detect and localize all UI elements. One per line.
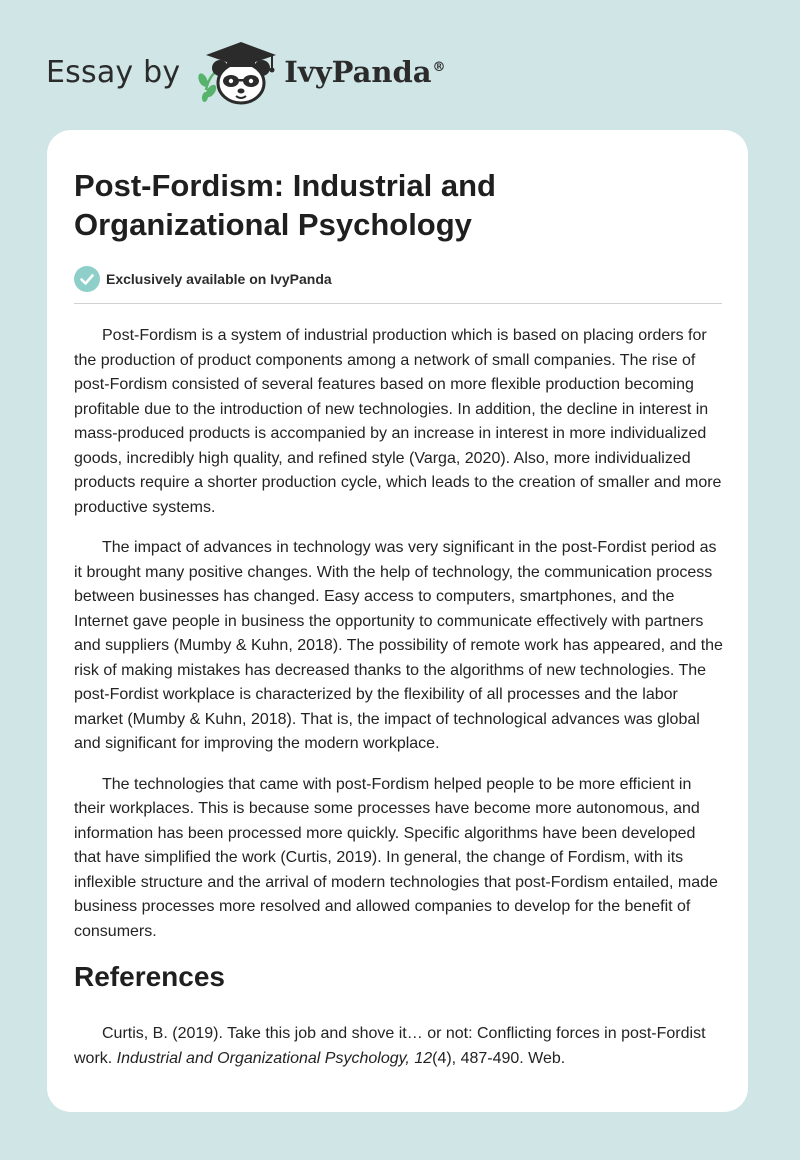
paragraph: The technologies that came with post-Fordism helped people to be more efficient in their workplaces. This is because some processes have become more autonomous, and information has been processed more quickly. Specific algorithms have been developed that have simplified the work (Curtis, 2019). In general, the change of Fordism, with its inflexible structure and the arrival of modern technologies that post-Fordism entailed, made business processes more resolved and allowed companies to develop for the benefit of consumers. <box>74 775 718 940</box>
exclusive-badge-label: Exclusively available on IvyPanda <box>106 271 332 287</box>
page-title: Post-Fordism: Industrial and Organizational Psychology <box>74 168 496 242</box>
essay-by-label: Essay by <box>46 54 181 90</box>
paragraph: Post-Fordism is a system of industrial production which is based on placing orders for the production of product components among a network of small companies. The rise of post-Fordism consisted of several features based on more flexible production becoming profitable due to the introduction of new technologies. In addition, the decline in interest in mass-produced products is accompanied by an increase in interest in more individualized goods, incredibly high quality, and refined style (Varga, 2020). Also, more individualized products require a shorter production cycle, which leads to the creation of smaller and more productive systems. <box>74 327 722 516</box>
brand-name[interactable] <box>284 55 445 89</box>
brand-name-text: IvyPanda <box>284 55 432 89</box>
reference-journal: Industrial and Organizational Psychology, 12 <box>116 1049 433 1067</box>
panda-graduate-logo-icon[interactable] <box>192 36 280 108</box>
essay-card <box>47 130 748 1112</box>
references-heading: References <box>74 961 225 992</box>
reference-lead: Curtis, B. (2019). Take this job and shove it… or not: Conflicting forces in post-Fordist work. <box>74 1025 706 1067</box>
essay-body <box>74 324 724 1071</box>
registered-mark: ® <box>432 60 446 76</box>
reference-entry <box>74 1022 714 1071</box>
site-header <box>46 36 446 108</box>
check-circle-icon <box>74 266 100 292</box>
divider <box>74 303 722 304</box>
exclusive-badge <box>74 266 721 292</box>
reference-tail: (4), 487-490. Web. <box>432 1049 566 1067</box>
paragraph: The impact of advances in technology was very significant in the post-Fordist period as it brought many positive changes. With the help of technology, the communication process between businesses has changed. Easy access to computers, smartphones, and the Internet gave people in business the opportunity to communicate effectively with partners and suppliers (Mumby & Kuhn, 2018). The possibility of remote work has appeared, and the risk of making mistakes has decreased thanks to the algorithms of new technologies. The post-Fordist workplace is characterized by the flexibility of all processes and the labor market (Mumby & Kuhn, 2018). That is, the impact of technological advances was global and significant for improving the modern workplace. <box>74 539 723 752</box>
